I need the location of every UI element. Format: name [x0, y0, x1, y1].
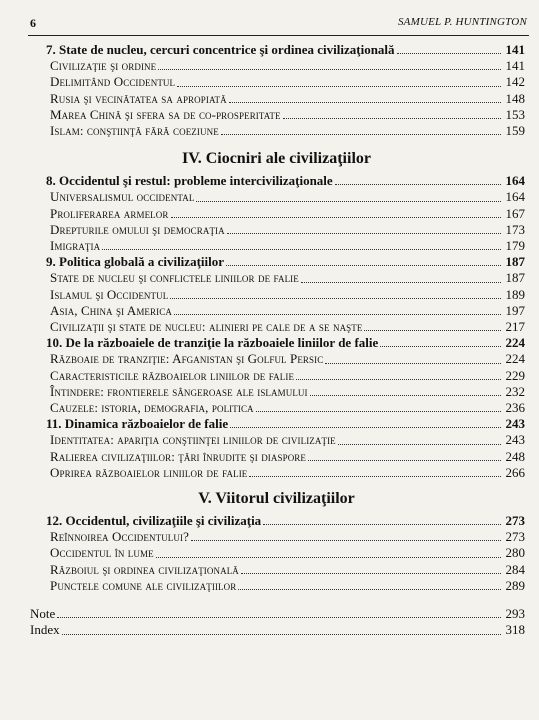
header-rule — [28, 35, 529, 36]
toc-chapter-title: 8. Occidentul şi restul: probleme intercivilizaţionale — [46, 173, 333, 189]
toc-entry — [28, 400, 525, 416]
toc-back-matter-notes — [28, 606, 525, 622]
toc-page-number: 293 — [505, 606, 525, 622]
toc-page-number: 164 — [505, 173, 525, 189]
leader-dots — [230, 426, 501, 428]
toc-entry-title: Marea Chină şi sfera sa de co-prosperitate — [50, 106, 281, 122]
toc-entry — [28, 238, 525, 254]
toc-page-number: 197 — [505, 302, 525, 318]
toc-entry-title: Caracteristicile războaielor liniilor de falie — [50, 367, 295, 383]
toc-entry-title: Drepturile omului şi democraţia — [50, 221, 225, 237]
toc-page-number: 284 — [505, 561, 525, 577]
leader-dots — [338, 443, 501, 445]
toc-page-number: 164 — [505, 189, 525, 205]
part-heading-iv: IV. Ciocniri ale civilizaţiilor — [181, 150, 371, 168]
table-of-contents — [28, 42, 525, 639]
toc-entry — [28, 545, 525, 561]
toc-page-number: 224 — [505, 351, 525, 367]
leader-dots — [174, 313, 501, 315]
toc-chapter-title: 7. State de nucleu, cercuri concentrice şi ordinea civilizaţională — [46, 42, 395, 57]
toc-page-number: 229 — [505, 367, 525, 383]
toc-entry-title: Imigraţia — [50, 238, 101, 254]
toc-entry — [28, 449, 525, 465]
toc-entry-title: State de nucleu şi conflictele liniilor de falie — [50, 270, 299, 286]
toc-chapter-title: 11. Dinamica războaielor de falie — [46, 416, 229, 432]
toc-entry — [28, 270, 525, 286]
toc-back-matter-index — [28, 622, 525, 638]
leader-dots — [325, 362, 501, 364]
leader-dots — [226, 264, 501, 266]
toc-entry-title: Rusia şi vecinătatea sa apropiată — [50, 90, 227, 106]
leader-dots — [241, 572, 501, 574]
toc-entry-title: Întindere: frontierele sângeroase ale islamului — [50, 383, 308, 399]
toc-entry-title: Războiul şi ordinea civilizaţională — [50, 561, 239, 577]
toc-page-number: 266 — [505, 464, 525, 480]
toc-page-number: 232 — [505, 383, 525, 399]
leader-dots — [364, 329, 501, 331]
toc-entry-title: Occidentul în lume — [50, 545, 154, 561]
toc-entry — [28, 465, 525, 481]
toc-page-number: 243 — [505, 416, 525, 432]
toc-page-number: 189 — [505, 286, 525, 302]
toc-chapter-title: 12. Occidentul, civilizaţiile şi civilizaţia — [46, 513, 262, 529]
toc-chapter-8 — [28, 173, 525, 189]
toc-entry-title: Delimitând Occidentul — [50, 74, 176, 90]
toc-entry — [28, 107, 525, 123]
toc-entry — [28, 529, 525, 545]
author-name: SAMUEL P. HUNTINGTON — [397, 16, 527, 28]
toc-entry-title: Note — [30, 606, 56, 622]
leader-dots — [308, 459, 501, 461]
toc-entry — [28, 351, 525, 367]
leader-dots — [221, 133, 501, 135]
toc-entry-title: Războaie de tranziţie: Afganistan şi Golful Persic — [50, 351, 324, 367]
toc-entry — [28, 368, 525, 384]
toc-entry — [28, 384, 525, 400]
leader-dots — [283, 117, 501, 119]
leader-dots — [310, 394, 501, 396]
toc-entry — [28, 562, 525, 578]
toc-page-number: 167 — [505, 205, 525, 221]
leader-dots — [238, 588, 501, 590]
leader-dots — [256, 410, 501, 412]
toc-chapter-9 — [28, 254, 525, 270]
toc-entry — [28, 432, 525, 448]
toc-entry-title: Reînnoirea Occidentului? — [50, 529, 189, 545]
toc-page-number: 243 — [505, 432, 525, 448]
toc-page-number: 148 — [505, 90, 525, 106]
leader-dots — [57, 616, 501, 618]
toc-entry — [28, 123, 525, 139]
toc-page-number: 248 — [505, 448, 525, 464]
toc-page-number: 217 — [505, 319, 525, 335]
leader-dots — [263, 523, 501, 525]
part-heading-v: V. Viitorul civilizaţiilor — [198, 490, 355, 508]
toc-page-number: 173 — [505, 221, 525, 237]
toc-chapter-11 — [28, 416, 525, 432]
leader-dots — [296, 378, 501, 380]
leader-dots — [229, 101, 501, 103]
leader-dots — [335, 183, 501, 185]
leader-dots — [397, 52, 501, 54]
toc-entry — [28, 58, 525, 74]
toc-entry-title: Punctele comune ale civilizaţiilor — [50, 577, 237, 593]
toc-chapter-7 — [28, 42, 525, 58]
toc-chapter-title: 9. Politica globală a civilizaţiilor — [46, 254, 225, 270]
toc-entry — [28, 91, 525, 107]
leader-dots — [227, 232, 501, 234]
leader-dots — [171, 216, 502, 218]
toc-page-number: 224 — [505, 335, 525, 351]
toc-entry-title: Ralierea civilizaţiilor: ţări înrudite şi diaspore — [50, 448, 307, 464]
toc-entry — [28, 74, 525, 90]
toc-page-number: 153 — [505, 106, 525, 122]
toc-entry-title: Index — [30, 622, 60, 638]
leader-dots — [170, 297, 501, 299]
toc-page-number: 280 — [505, 545, 525, 561]
toc-page-number: 187 — [505, 270, 525, 286]
running-header — [30, 16, 527, 34]
toc-entry — [28, 206, 525, 222]
toc-page-number: 273 — [505, 529, 525, 545]
toc-entry-title: Cauzele: istoria, demografia, politica — [50, 400, 254, 416]
toc-entry-title: Asia, China şi America — [50, 302, 172, 318]
toc-page-number: 141 — [505, 42, 525, 57]
toc-chapter-title: 10. De la războaiele de tranziţie la războaiele liniilor de falie — [46, 335, 379, 351]
toc-entry-title: Civilizaţie şi ordine — [50, 58, 157, 74]
toc-entry-title: Islamul şi Occidentul — [50, 286, 169, 302]
leader-dots — [196, 200, 501, 202]
toc-page-number: 179 — [505, 238, 525, 254]
toc-chapter-12 — [28, 513, 525, 529]
toc-entry-title: Proliferarea armelor — [50, 205, 169, 221]
leader-dots — [380, 345, 501, 347]
leader-dots — [177, 85, 501, 87]
leader-dots — [249, 475, 501, 477]
toc-page-number: 273 — [505, 513, 525, 529]
toc-page-number: 236 — [505, 400, 525, 416]
toc-entry — [28, 222, 525, 238]
toc-chapter-10 — [28, 335, 525, 351]
toc-entry — [28, 319, 525, 335]
toc-page-number: 159 — [505, 123, 525, 139]
toc-entry — [28, 287, 525, 303]
spacer — [28, 594, 525, 606]
toc-page-number: 142 — [505, 74, 525, 90]
toc-entry — [28, 189, 525, 205]
toc-entry-title: Islam: conştiinţă fără coeziune — [50, 123, 219, 139]
toc-entry-title: Identitatea: apariţia conştiinţei liniilor de civilizaţie — [50, 432, 336, 448]
toc-page-number: 187 — [505, 254, 525, 270]
leader-dots — [158, 68, 501, 70]
toc-page-number: 318 — [505, 622, 525, 638]
toc-page-number: 141 — [505, 58, 525, 74]
leader-dots — [191, 539, 501, 541]
toc-entry — [28, 303, 525, 319]
toc-entry-title: Oprirea războaielor liniilor de falie — [50, 464, 248, 480]
toc-entry-title: Civilizaţii şi state de nucleu: alinieri pe cale de a se naşte — [50, 319, 363, 335]
leader-dots — [102, 248, 501, 250]
toc-entry — [28, 578, 525, 594]
page-number: 6 — [30, 16, 36, 30]
leader-dots — [62, 633, 501, 635]
leader-dots — [301, 281, 501, 283]
leader-dots — [156, 556, 501, 558]
toc-entry-title: Universalismul occidental — [50, 189, 195, 205]
toc-page-number: 289 — [505, 577, 525, 593]
